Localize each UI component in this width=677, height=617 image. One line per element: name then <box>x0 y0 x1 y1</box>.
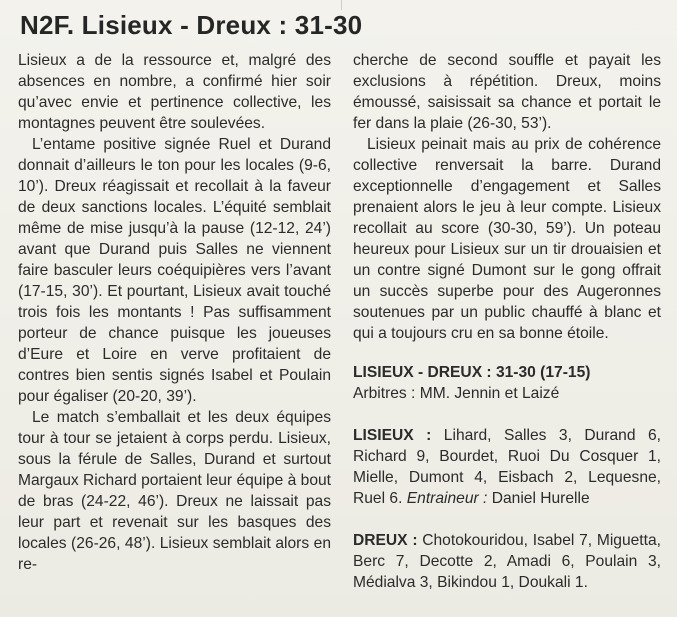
away-team-players: Chotokouridou, Isabel 7, Miguetta, Berc 7, Decotte 2, Amadi 6, Poulain 3, Médialva 3, Bikindou 1, Doukali 1. <box>353 532 661 591</box>
article-column-right <box>353 50 661 593</box>
article-column-left <box>18 50 331 575</box>
article-paragraph-4: Lisieux peinait mais au prix de cohérence collective renversait la barre. Durand exceptionnelle d’engagement et Salles prenaient alors le jeu à leur compte. Lisieux recollait au score (30-30, 59’). Un poteau heureux pour Lisieux sur un tir drouaisien et un contre signé Dumont sur le gong offrait un succès superbe pour des Augeronnes soutenues par un public chauffé à blanc et qui a toujours cru en sa bonne étoile. <box>353 136 661 342</box>
article-paragraph-3: Le match s’emballait et les deux équipes tour à tour se jetaient à corps perdu. Lisieux, sous la férule de Salles, Durand et surtout Margaux Richard portaient leur équipe à bout de bras (24-22, 46’). Dreux ne laissait pas leur part et revenait sur les basques des locales (26-26, 48’). Lisieux semblait alors en re- <box>18 409 331 573</box>
match-referees: Arbitres : MM. Jennin et Laizé <box>353 385 560 402</box>
article-paragraph-1: Lisieux a de la ressource et, malgré des absences en nombre, a confirmé hier soir qu’avec envie et pertinence collective, les montagnes peuvent être soulevées. <box>18 52 331 132</box>
away-team-lineup <box>353 530 661 593</box>
article-paragraph-3-continued: cherche de second souffle et payait les exclusions à répétition. Dreux, moins émoussé, saisissait sa chance et portait le fer dans la plaie (26-30, 53’). <box>353 52 661 132</box>
home-coach-name: Daniel Hurelle <box>487 490 590 507</box>
article-title: N2F. Lisieux - Dreux : 31-30 <box>20 10 363 40</box>
article-paragraph-2: L’entame positive signée Ruel et Durand donnait d’ailleurs le ton pour les locales (9-6, 10’). Dreux réagissait et recollait à la faveur de deux sanctions locales. L’équité semblait même de mise jusqu’à la pause (12-12, 24’) avant que Durand puis Salles ne viennent faire basculer leurs coéquipières vers l’avant (17-15, 30’). Et pourtant, Lisieux avait touché trois fois les montants ! Pas suffisamment porteur de chance puisque les joueuses d’Eure et Loire en verve profitaient de contres bien sentis signés Isabel et Poulain pour égaliser (20-20, 39’). <box>18 136 331 405</box>
home-coach-label: Entraineur : <box>406 490 488 507</box>
home-team-lineup <box>353 425 661 509</box>
away-team-label: DREUX : <box>353 532 418 549</box>
match-score-line: LISIEUX - DREUX : 31-30 (17-15) <box>353 364 591 381</box>
home-team-players: Lihard, Salles 3, Durand 6, Richard 9, Bourdet, Ruoi Du Cosquer 1, Mielle, Dumont 4, Eisbach 2, Lequesne, Ruel 6. <box>353 427 661 507</box>
home-team-label: LISIEUX : <box>353 427 432 444</box>
